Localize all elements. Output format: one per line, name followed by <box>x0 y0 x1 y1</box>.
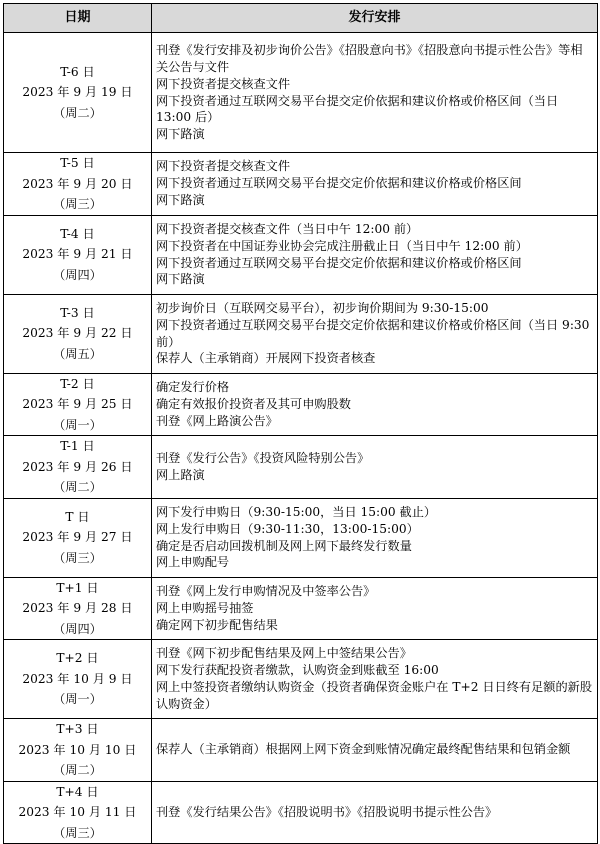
weekday-label: （周三） <box>53 825 102 840</box>
weekday-label: （周二） <box>53 480 102 494</box>
trading-day-label: T-3 日 <box>60 305 95 320</box>
schedule-body <box>4 33 598 844</box>
plan-item: 网下路演 <box>156 127 205 142</box>
trading-day-label: T-6 日 <box>60 64 95 79</box>
date-cell <box>4 498 152 577</box>
plan-cell <box>152 719 598 782</box>
trading-day-label: T 日 <box>65 509 90 524</box>
trading-day-label: T+4 日 <box>56 784 99 799</box>
plan-item: 确定是否启动回拨机制及网上网下最终发行数量 <box>156 538 412 553</box>
plan-item: 网下投资者通过互联网交易平台提交定价依据和建议价格或价格区间 <box>156 255 522 270</box>
plan-item: 网下投资者提交核查文件（当日中午 12:00 前） <box>156 221 419 236</box>
plan-item: 网下投资者通过互联网交易平台提交定价依据和建议价格或价格区间（当日 13:00 后） <box>156 93 559 125</box>
calendar-date: 2023 年 10 月 11 日 <box>18 805 137 819</box>
schedule-row <box>4 577 598 640</box>
trading-day-label: T+3 日 <box>56 722 99 736</box>
weekday-label: （周二） <box>53 105 102 120</box>
trading-day-label: T-2 日 <box>60 376 95 391</box>
date-cell <box>4 294 152 373</box>
plan-item: 网下投资者通过互联网交易平台提交定价依据和建议价格或价格区间（当日 9:30 前） <box>156 317 590 349</box>
header-row <box>4 4 598 33</box>
calendar-date: 2023 年 10 月 9 日 <box>22 671 133 686</box>
date-cell <box>4 153 152 216</box>
plan-item: 网下路演 <box>156 272 205 287</box>
plan-item: 刊登《发行公告》《投资风险特别公告》 <box>156 450 370 465</box>
weekday-label: （周一） <box>53 417 102 432</box>
date-cell <box>4 33 152 153</box>
plan-item: 网下发行申购日（9:30-15:00，当日 15:00 截止） <box>156 504 437 519</box>
trading-day-label: T+1 日 <box>56 580 99 595</box>
date-cell <box>4 640 152 719</box>
plan-column-header: 发行安排 <box>152 4 598 33</box>
plan-item: 确定发行价格 <box>156 379 230 394</box>
plan-cell <box>152 373 598 436</box>
calendar-date: 2023 年 9 月 22 日 <box>22 326 133 341</box>
plan-cell <box>152 436 598 499</box>
schedule-row <box>4 498 598 577</box>
schedule-row <box>4 719 598 782</box>
trading-day-label: T-4 日 <box>60 226 95 241</box>
schedule-row <box>4 294 598 373</box>
plan-item: 网下投资者在中国证券业协会完成注册截止日（当日中午 12:00 前） <box>156 238 528 253</box>
schedule-table <box>3 3 598 844</box>
plan-item: 保荐人（主承销商）根据网上网下资金到账情况确定最终配售结果和包销金额 <box>156 742 571 757</box>
plan-item: 刊登《网下初步配售结果及网上中签结果公告》 <box>156 646 412 661</box>
schedule-row <box>4 436 598 499</box>
schedule-row <box>4 373 598 436</box>
plan-item: 刊登《网上发行申购情况及中签率公告》 <box>156 583 376 598</box>
weekday-label: （周三） <box>53 197 102 211</box>
date-cell <box>4 719 152 782</box>
plan-cell <box>152 294 598 373</box>
schedule-row <box>4 781 598 844</box>
weekday-label: （周二） <box>53 763 102 777</box>
weekday-label: （周一） <box>53 692 102 707</box>
plan-item: 确定有效报价投资者及其可申购股数 <box>156 396 351 411</box>
date-cell <box>4 577 152 640</box>
plan-item: 网上发行申购日（9:30-11:30，13:00-15:00） <box>156 521 419 536</box>
plan-item: 刊登《网上路演公告》 <box>156 413 278 428</box>
date-cell <box>4 436 152 499</box>
calendar-date: 2023 年 9 月 21 日 <box>22 247 133 262</box>
trading-day-label: T-5 日 <box>60 156 95 170</box>
date-cell <box>4 215 152 294</box>
schedule-row <box>4 153 598 216</box>
date-cell <box>4 373 152 436</box>
plan-item: 刊登《发行结果公告》《招股说明书》《招股说明书提示性公告》 <box>156 804 498 819</box>
calendar-date: 2023 年 9 月 27 日 <box>22 530 133 545</box>
plan-cell <box>152 33 598 153</box>
trading-day-label: T-1 日 <box>60 439 95 453</box>
weekday-label: （周四） <box>53 267 102 282</box>
date-cell <box>4 781 152 844</box>
plan-cell <box>152 640 598 719</box>
date-column-header: 日期 <box>4 4 152 33</box>
plan-item: 网下路演 <box>156 193 205 208</box>
plan-item: 初步询价日（互联网交易平台），初步询价期间为 9:30-15:00 <box>156 300 489 315</box>
calendar-date: 2023 年 9 月 19 日 <box>22 85 133 100</box>
plan-cell <box>152 781 598 844</box>
calendar-date: 2023 年 9 月 26 日 <box>22 459 133 474</box>
plan-item: 网上申购配号 <box>156 555 230 570</box>
plan-cell <box>152 153 598 216</box>
plan-item: 网上申购摇号抽签 <box>156 600 254 615</box>
calendar-date: 2023 年 9 月 20 日 <box>22 176 133 191</box>
plan-item: 网上路演 <box>156 467 205 482</box>
plan-item: 网下投资者通过互联网交易平台提交定价依据和建议价格或价格区间 <box>156 176 522 191</box>
plan-cell <box>152 498 598 577</box>
plan-item: 网上中签投资者缴纳认购资金（投资者确保资金账户在 T+2 日日终有足额的新股认购资金） <box>156 680 593 711</box>
calendar-date: 2023 年 9 月 28 日 <box>22 601 133 615</box>
weekday-label: （周三） <box>53 550 102 565</box>
trading-day-label: T+2 日 <box>56 651 99 666</box>
plan-item: 刊登《发行安排及初步询价公告》《招股意向书》《招股意向书提示性公告》等相关公告与文件 <box>156 42 583 74</box>
schedule-row <box>4 640 598 719</box>
calendar-date: 2023 年 10 月 10 日 <box>18 742 137 757</box>
plan-item: 网下投资者提交核查文件 <box>156 159 291 174</box>
plan-item: 保荐人（主承销商）开展网下投资者核查 <box>156 351 376 366</box>
calendar-date: 2023 年 9 月 25 日 <box>22 397 133 411</box>
plan-item: 网下投资者提交核查文件 <box>156 76 291 91</box>
plan-item: 确定网下初步配售结果 <box>156 617 278 632</box>
weekday-label: （周五） <box>53 346 102 361</box>
plan-cell <box>152 577 598 640</box>
plan-item: 网下发行获配投资者缴款，认购资金到账截至 16:00 <box>156 663 439 678</box>
weekday-label: （周四） <box>53 621 102 636</box>
schedule-row <box>4 33 598 153</box>
schedule-row <box>4 215 598 294</box>
plan-cell <box>152 215 598 294</box>
